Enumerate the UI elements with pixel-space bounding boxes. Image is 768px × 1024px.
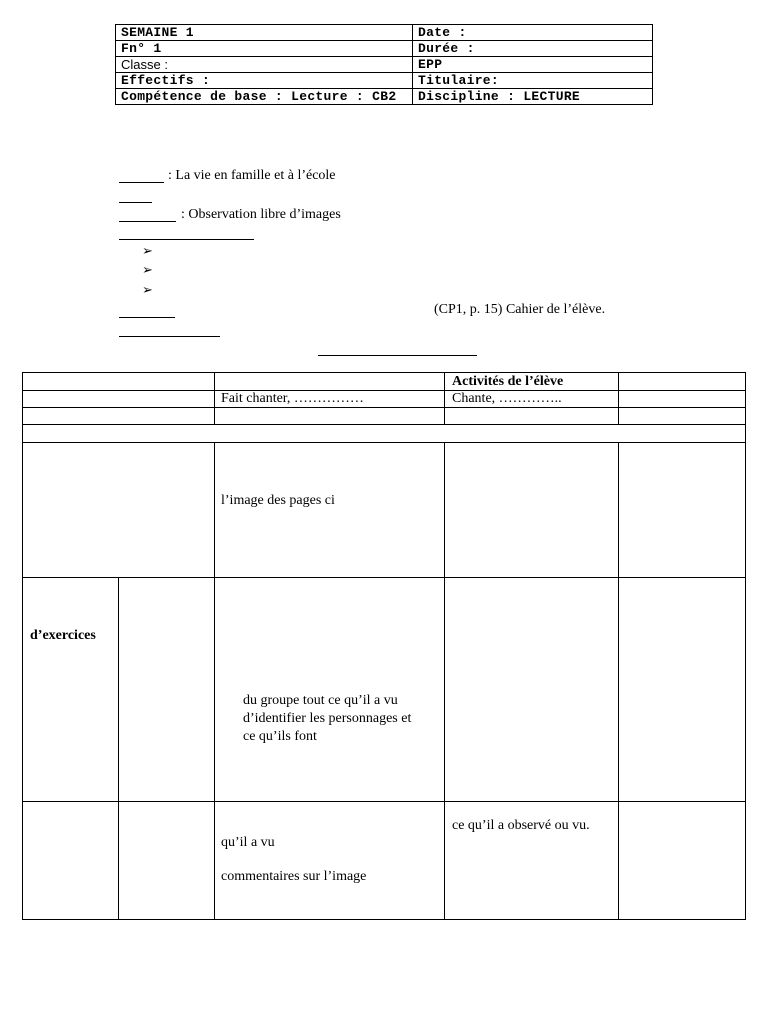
date-cell: Date : <box>413 25 653 41</box>
table-rule <box>22 407 746 408</box>
theme-text: : La vie en famille et à l’école <box>168 168 336 183</box>
instruction-line: du groupe tout ce qu’il a vu <box>243 693 398 708</box>
table-border <box>22 372 746 373</box>
table-rule <box>22 390 746 391</box>
arrow-bullet-icon: ➢ <box>142 283 153 298</box>
column-divider <box>214 372 215 424</box>
column-divider <box>618 372 619 424</box>
student-activity-text: Chante, ………….. <box>452 391 562 406</box>
header-table <box>115 24 653 105</box>
observed-text: ce qu’il a observé ou vu. <box>452 818 590 833</box>
material-blank-line <box>119 317 175 318</box>
column-divider <box>444 372 445 424</box>
headcount-cell: Effectifs : <box>116 73 413 89</box>
title-blank-line <box>318 355 477 356</box>
teacher-cell: Titulaire: <box>413 73 653 89</box>
arrow-bullet-icon: ➢ <box>142 263 153 278</box>
instruction-line: ce qu’ils font <box>243 729 317 744</box>
column-divider <box>118 577 119 920</box>
table-border <box>22 919 746 920</box>
header-row <box>116 41 653 57</box>
table-border <box>745 372 746 920</box>
recall-text: qu’il a vu <box>221 835 275 850</box>
header-row <box>116 73 653 89</box>
column-divider <box>214 442 215 920</box>
table-rule <box>22 442 746 443</box>
class-cell: Classe : <box>116 57 413 73</box>
school-cell: EPP <box>413 57 653 73</box>
competence-cell: Compétence de base : Lecture : CB2 <box>116 89 413 105</box>
theme-blank-line <box>119 182 164 183</box>
column-divider <box>444 442 445 920</box>
table-rule <box>22 424 746 425</box>
blank-line <box>119 336 220 337</box>
teacher-activity-text: Fait chanter, …………… <box>221 391 364 406</box>
lesson-table <box>22 372 746 920</box>
header-row <box>116 89 653 105</box>
column-divider <box>618 442 619 920</box>
sheet-number-cell: Fn° 1 <box>116 41 413 57</box>
objectives-blank-line <box>119 239 254 240</box>
arrow-bullet-icon: ➢ <box>142 244 153 259</box>
instruction-line: d’identifier les personnages et <box>243 711 412 726</box>
duration-cell: Durée : <box>413 41 653 57</box>
table-rule <box>22 577 746 578</box>
student-activities-header: Activités de l’élève <box>452 374 564 389</box>
header-row <box>116 25 653 41</box>
blank-line <box>119 202 152 203</box>
lesson-blank-line <box>119 221 176 222</box>
discipline-cell: Discipline : LECTURE <box>413 89 653 105</box>
exercises-label: d’exercices <box>30 628 96 643</box>
table-rule <box>22 801 746 802</box>
header-row <box>116 57 653 73</box>
lesson-text: : Observation libre d’images <box>181 207 341 222</box>
observation-text: l’image des pages ci <box>221 493 335 508</box>
table-border <box>22 372 23 920</box>
reference-text: (CP1, p. 15) Cahier de l’élève. <box>434 302 606 317</box>
comments-text: commentaires sur l’image <box>221 869 367 884</box>
week-cell: SEMAINE 1 <box>116 25 413 41</box>
